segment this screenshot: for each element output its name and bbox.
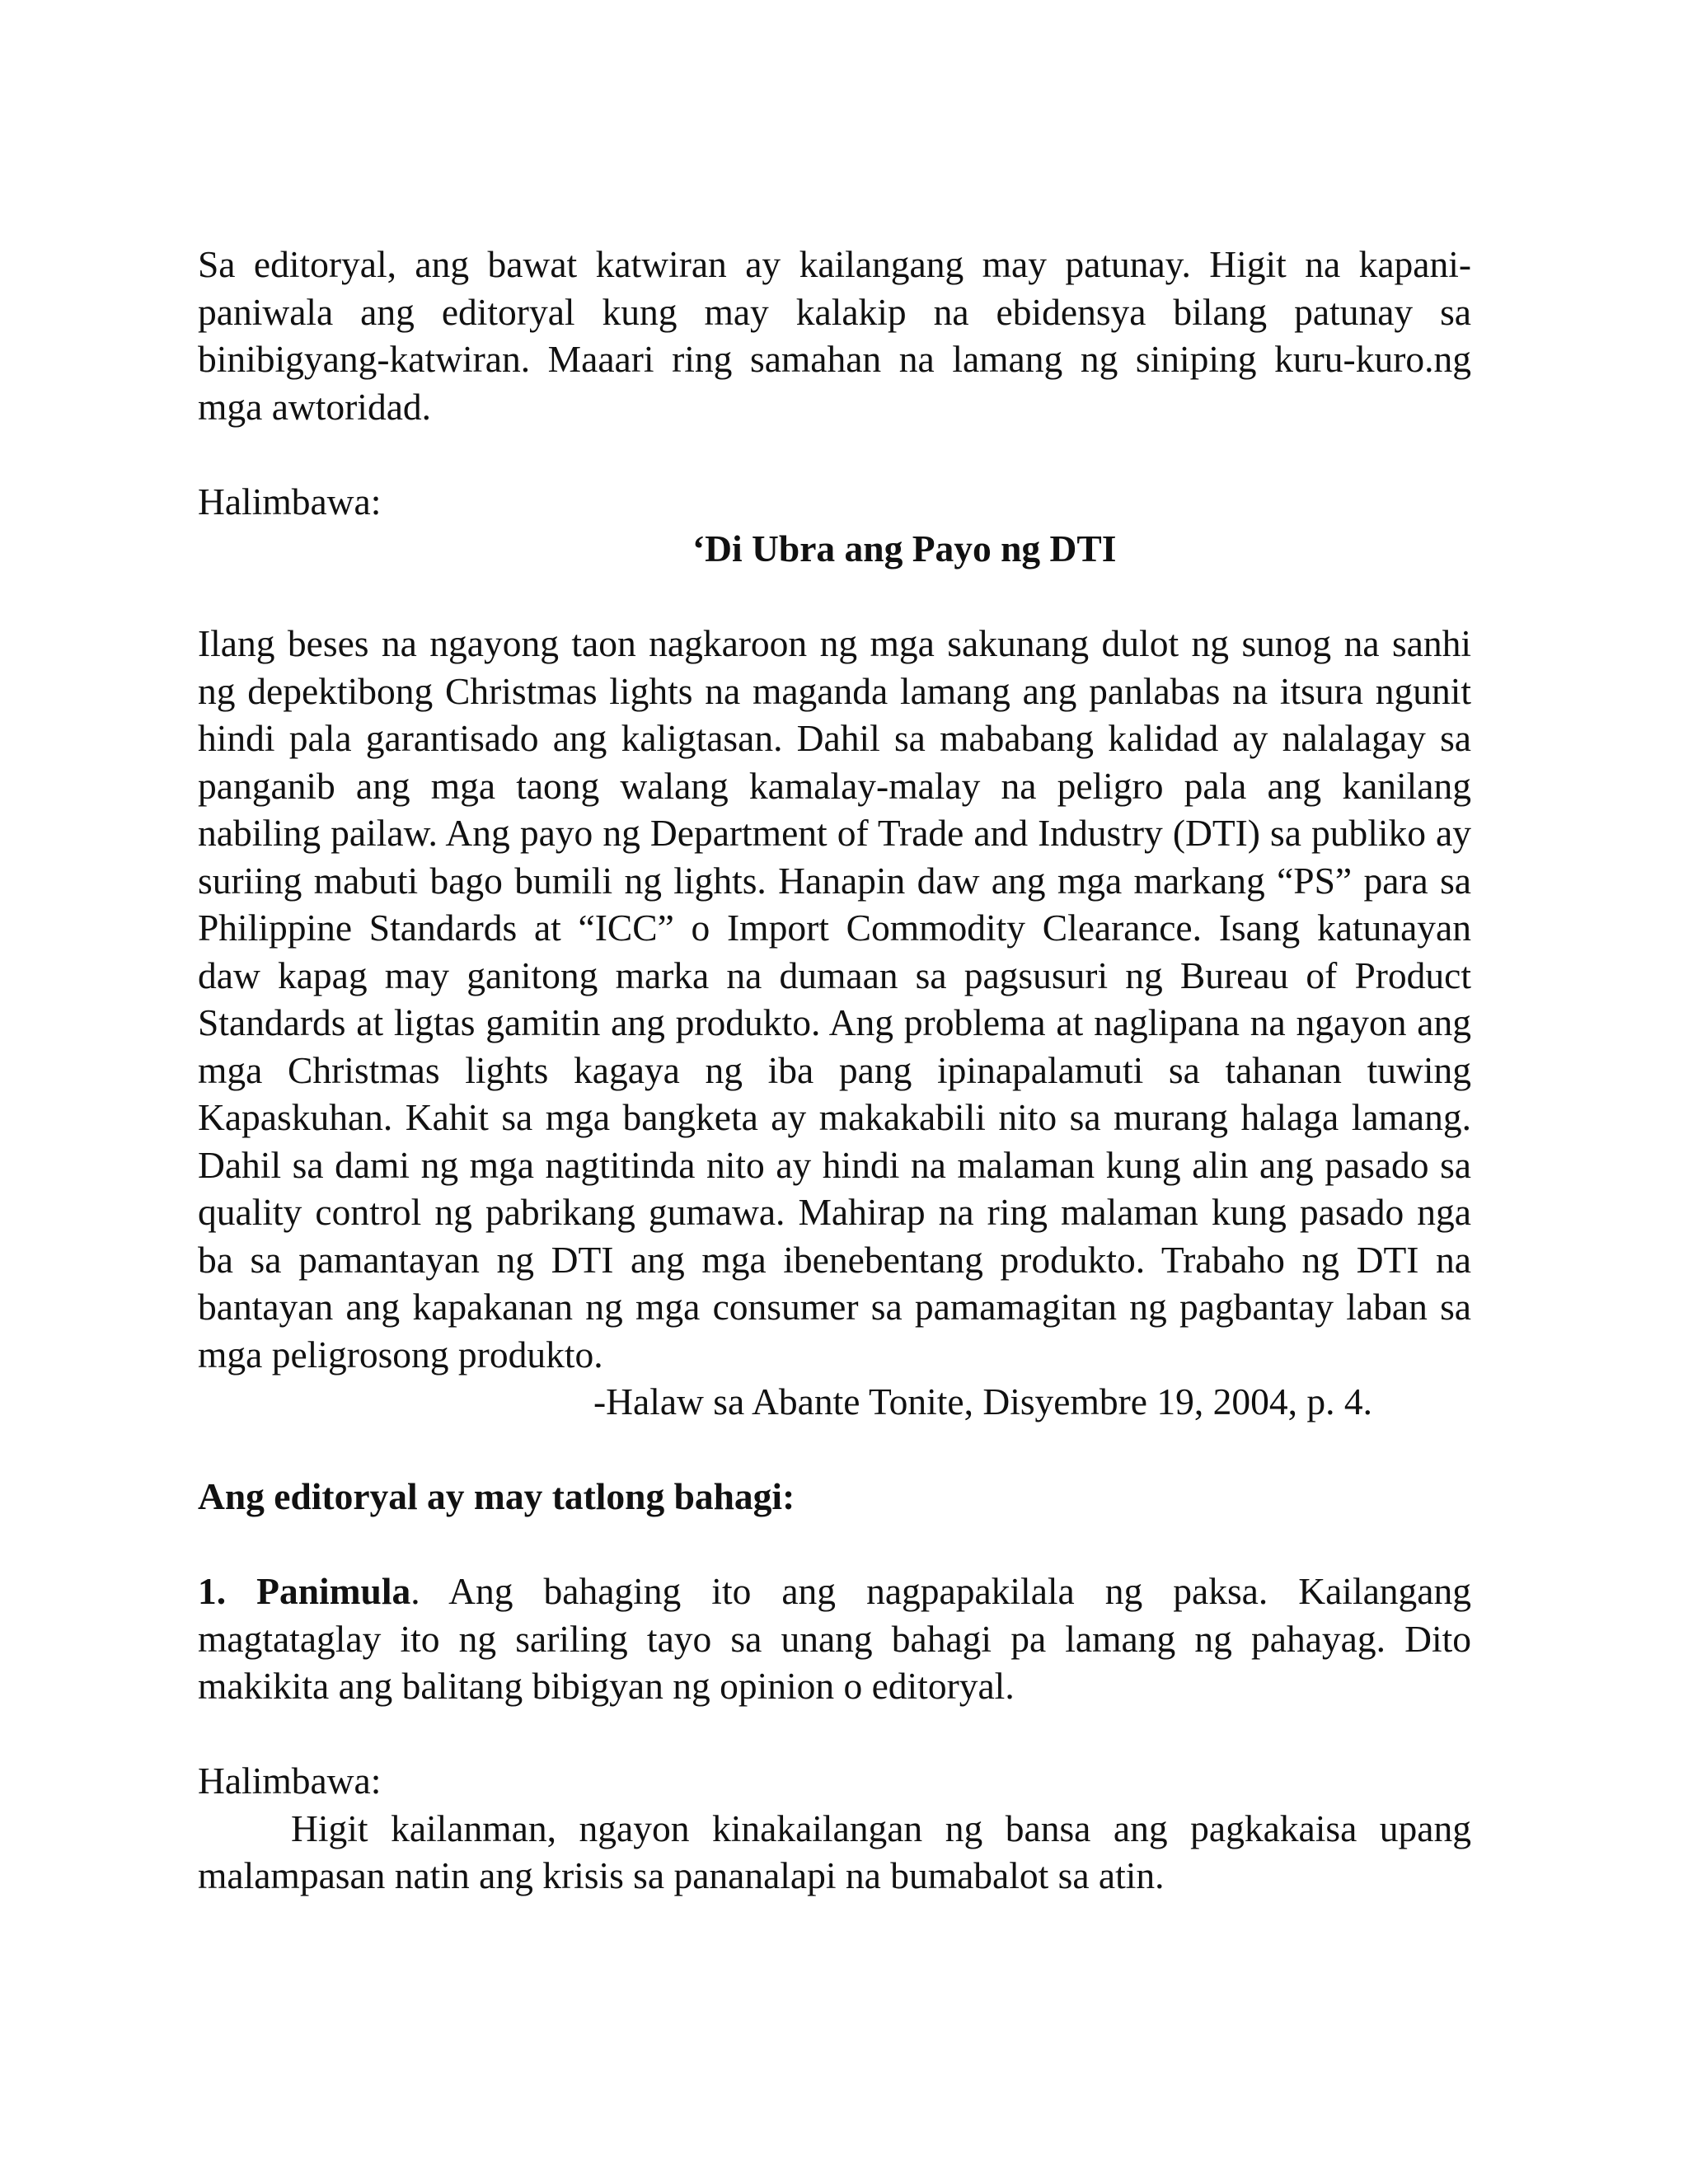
spacer (198, 430, 1471, 478)
part1-label: 1. Panimula (198, 1570, 411, 1612)
example-label: Halimbawa: (198, 480, 382, 523)
spacer (198, 573, 1471, 621)
document-page (198, 241, 1471, 1900)
spacer (198, 1521, 1471, 1568)
part1-paragraph (198, 1568, 1471, 1710)
part1-example: Higit kailanman, ngayon kinakailangan ng bansa ang pagkakaisa upang malampasan natin ang krisis sa pananalapi na bumabalot sa atin. (198, 1807, 1471, 1896)
spacer (198, 1426, 1471, 1474)
example-title: ‘Di Ubra ang Payo ng DTI (692, 527, 1117, 569)
part1-text: . Ang bahaging ito ang nagpapakilala ng paksa. Kailangang magtataglay ito ng sariling tayo sa unang bahagi pa lamang ng pahayag. Dito makikita ang balitang bibigyan ng opinion o editoryal. (198, 1570, 1471, 1707)
example-body: Ilang beses na ngayong taon nagkaroon ng mga sakunang dulot ng sunog na sanhi ng depektibong Christmas lights na maganda lamang ang panlabas na itsura ngunit hindi pala garantisado ang kaligtasan. Dahil sa mababang kalidad ay nalalagay sa panganib ang mga taong walang kamalay-malay na peligro pala ang kanilang nabiling pailaw. Ang payo ng Department of Trade and Industry (DTI) sa publiko ay suriing mabuti bago bumili ng lights. Hanapin daw ang mga markang “PS” para sa Philippine Standards at “ICC” o Import Commodity Clearance. Isang katunayan daw kapag may ganitong marka na dumaan sa pagsusuri ng Bureau of Product Standards at ligtas gamitin ang produkto. Ang problema at naglipana na ngayon ang mga Christmas lights kagaya ng iba pang ipinapalamuti sa tahanan tuwing Kapaskuhan. Kahit sa mga bangketa ay makakabili nito sa murang halaga lamang. Dahil sa dami ng mga nagtitinda nito ay hindi na malaman kung alin ang pasado sa quality control ng pabrikang gumawa. Mahirap na ring malaman kung pasado nga ba sa pamantayan ng DTI ang mga ibenebentang produkto. Trabaho ng DTI na bantayan ang kapakanan ng mga consumer sa pamamagitan ng pagbantay laban sa mga peligrosong produkto. (198, 622, 1471, 1376)
example-source: -Halaw sa Abante Tonite, Disyembre 19, 2004, p. 4. (593, 1380, 1372, 1422)
spacer (198, 1710, 1471, 1758)
parts-heading: Ang editoryal ay may tatlong bahagi: (198, 1475, 795, 1517)
example-label-2: Halimbawa: (198, 1760, 382, 1802)
intro-paragraph: Sa editoryal, ang bawat katwiran ay kailangang may patunay. Higit na kapani-paniwala ang editoryal kung may kalakip na ebidensya bilang patunay sa binibigyang-katwiran. Maaari ring samahan na lamang ng siniping kuru-kuro.ng mga awtoridad. (198, 243, 1471, 428)
